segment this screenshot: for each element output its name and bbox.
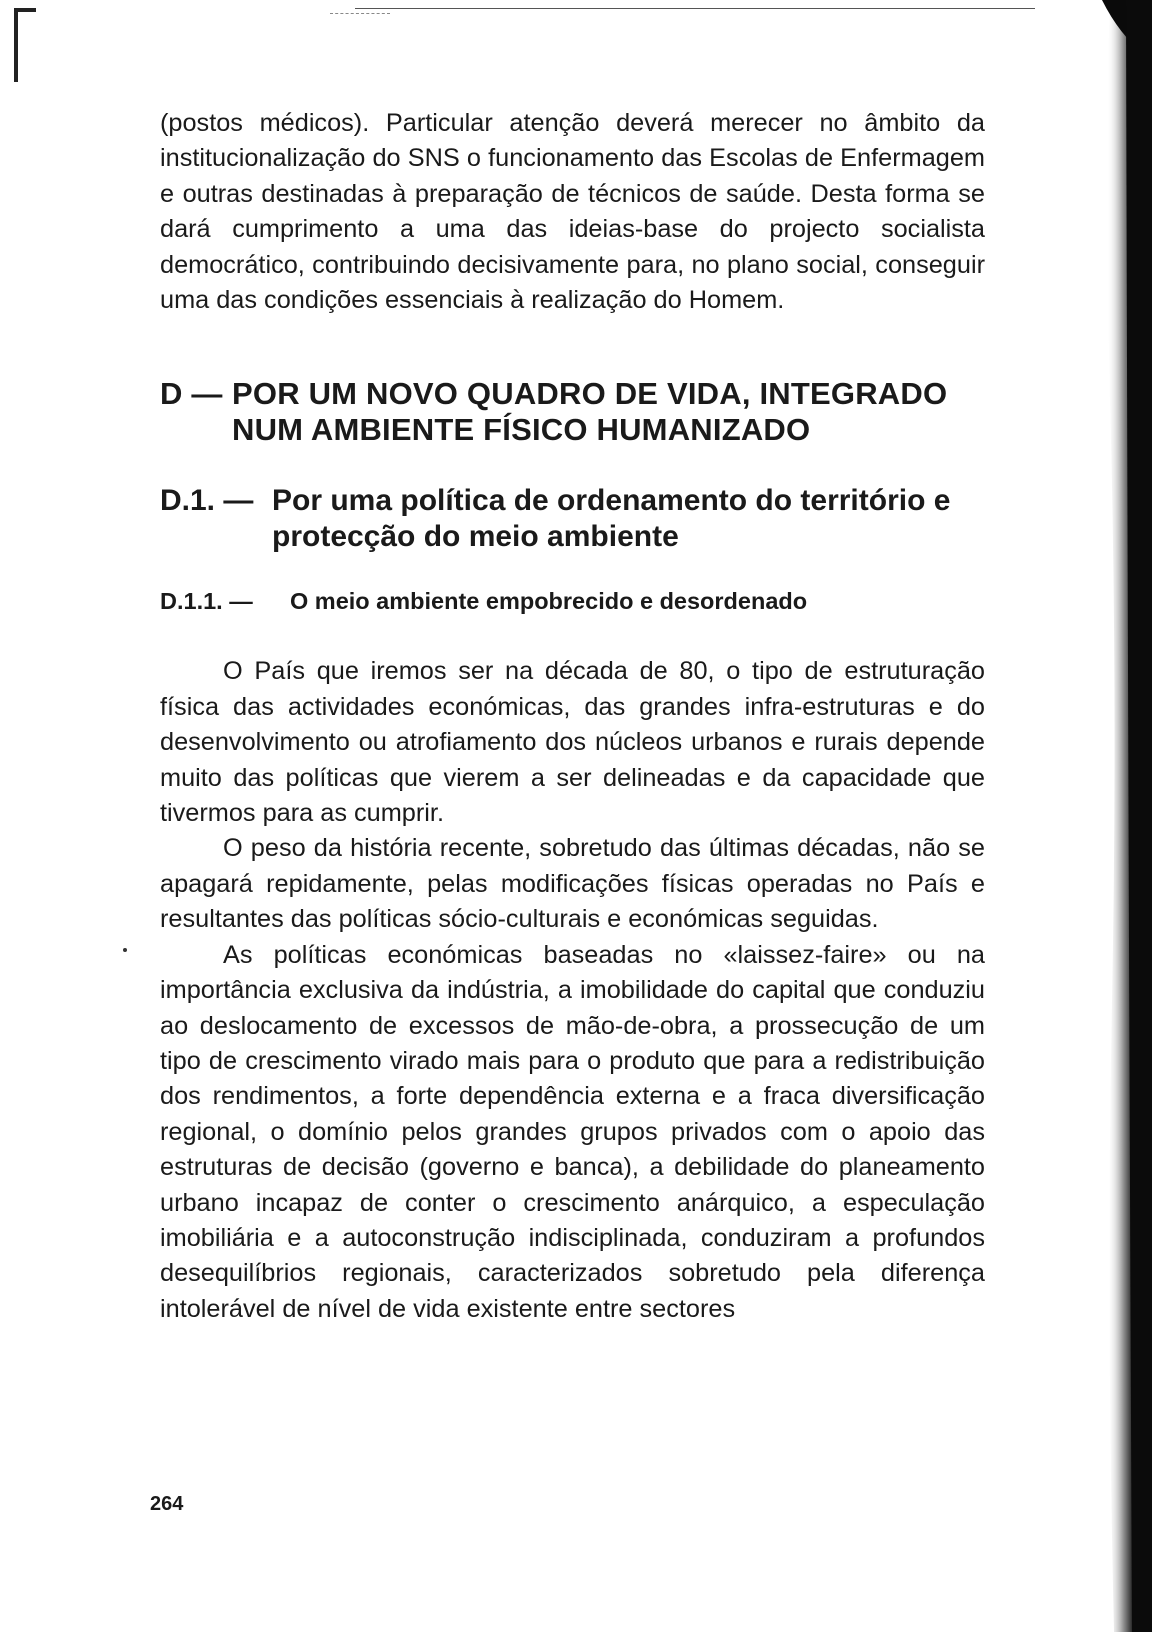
subsection-heading (160, 483, 985, 554)
scan-corner-mark (14, 8, 36, 82)
section-body (160, 654, 985, 1327)
section-title: POR UM NOVO QUADRO DE VIDA, INTEGRADO NUM AMBIENTE FÍSICO HUMANIZADO (232, 376, 948, 447)
page-content (160, 106, 985, 1327)
scan-top-rule-dash (330, 13, 390, 14)
book-spine-shadow (1092, 0, 1152, 1632)
body-paragraph: O País que iremos ser na década de 80, o tipo de estruturação física das actividades económicas, das grandes infra-estruturas e do desenvolvimento ou atrofiamento dos núcleos urbanos e rurais depende muito das políticas que vierem a ser delineadas e da capacidade que tivermos para as cumprir. (160, 657, 985, 828)
body-paragraph: O peso da história recente, sobretudo das últimas décadas, não se apagará repidamente, pelas modificações físicas operadas no País e resultantes das políticas sócio-culturais e económicas seguidas. (160, 834, 985, 934)
scan-top-rule (355, 8, 1035, 9)
page-number: 264 (150, 1493, 184, 1515)
subsection-title: Por uma política de ordenamento do território e protecção do meio ambiente (272, 484, 951, 553)
intro-paragraph: (postos médicos). Particular atenção deverá merecer no âmbito da institucionalização do SNS o funcionamento das Escolas de Enfermagem e outras destinadas à preparação de técnicos de saúde. Desta forma se dará cumprimento a uma das ideias-base do projecto socialista democrático, contribuindo decisivamente para, no plano social, conseguir uma das condições essenciais à realização do Homem. (160, 109, 985, 315)
body-paragraph: As políticas económicas baseadas no «laissez-faire» ou na importância exclusiva da indústria, a imobilidade do capital que conduziu ao deslocamento de excessos de mão-de-obra, a prossecução de um tipo de crescimento virado mais para o produto que para a redistribuição dos rendimentos, a forte dependência externa e a fraca diversificação regional, o domínio pelos grandes grupos privados com o apoio das estruturas de decisão (governo e banca), a debilidade do planeamento urbano incapaz de conter o crescimento anárquico, a especulação imobiliária e a autoconstrução indisciplinada, conduziram a profundos desequilíbrios regionais, caracterizados sobretudo pela diferença intolerável de nível de vida existente entre sectores (160, 940, 985, 1323)
scan-speck (123, 948, 127, 952)
section-number: D — (160, 376, 223, 412)
subsubsection-heading (160, 584, 985, 618)
section-heading (160, 376, 985, 447)
subsection-number: D.1. — (160, 484, 254, 518)
subsubsection-title: O meio ambiente empobrecido e desordenado (290, 588, 808, 615)
subsubsection-number: D.1.1. — (160, 588, 253, 615)
